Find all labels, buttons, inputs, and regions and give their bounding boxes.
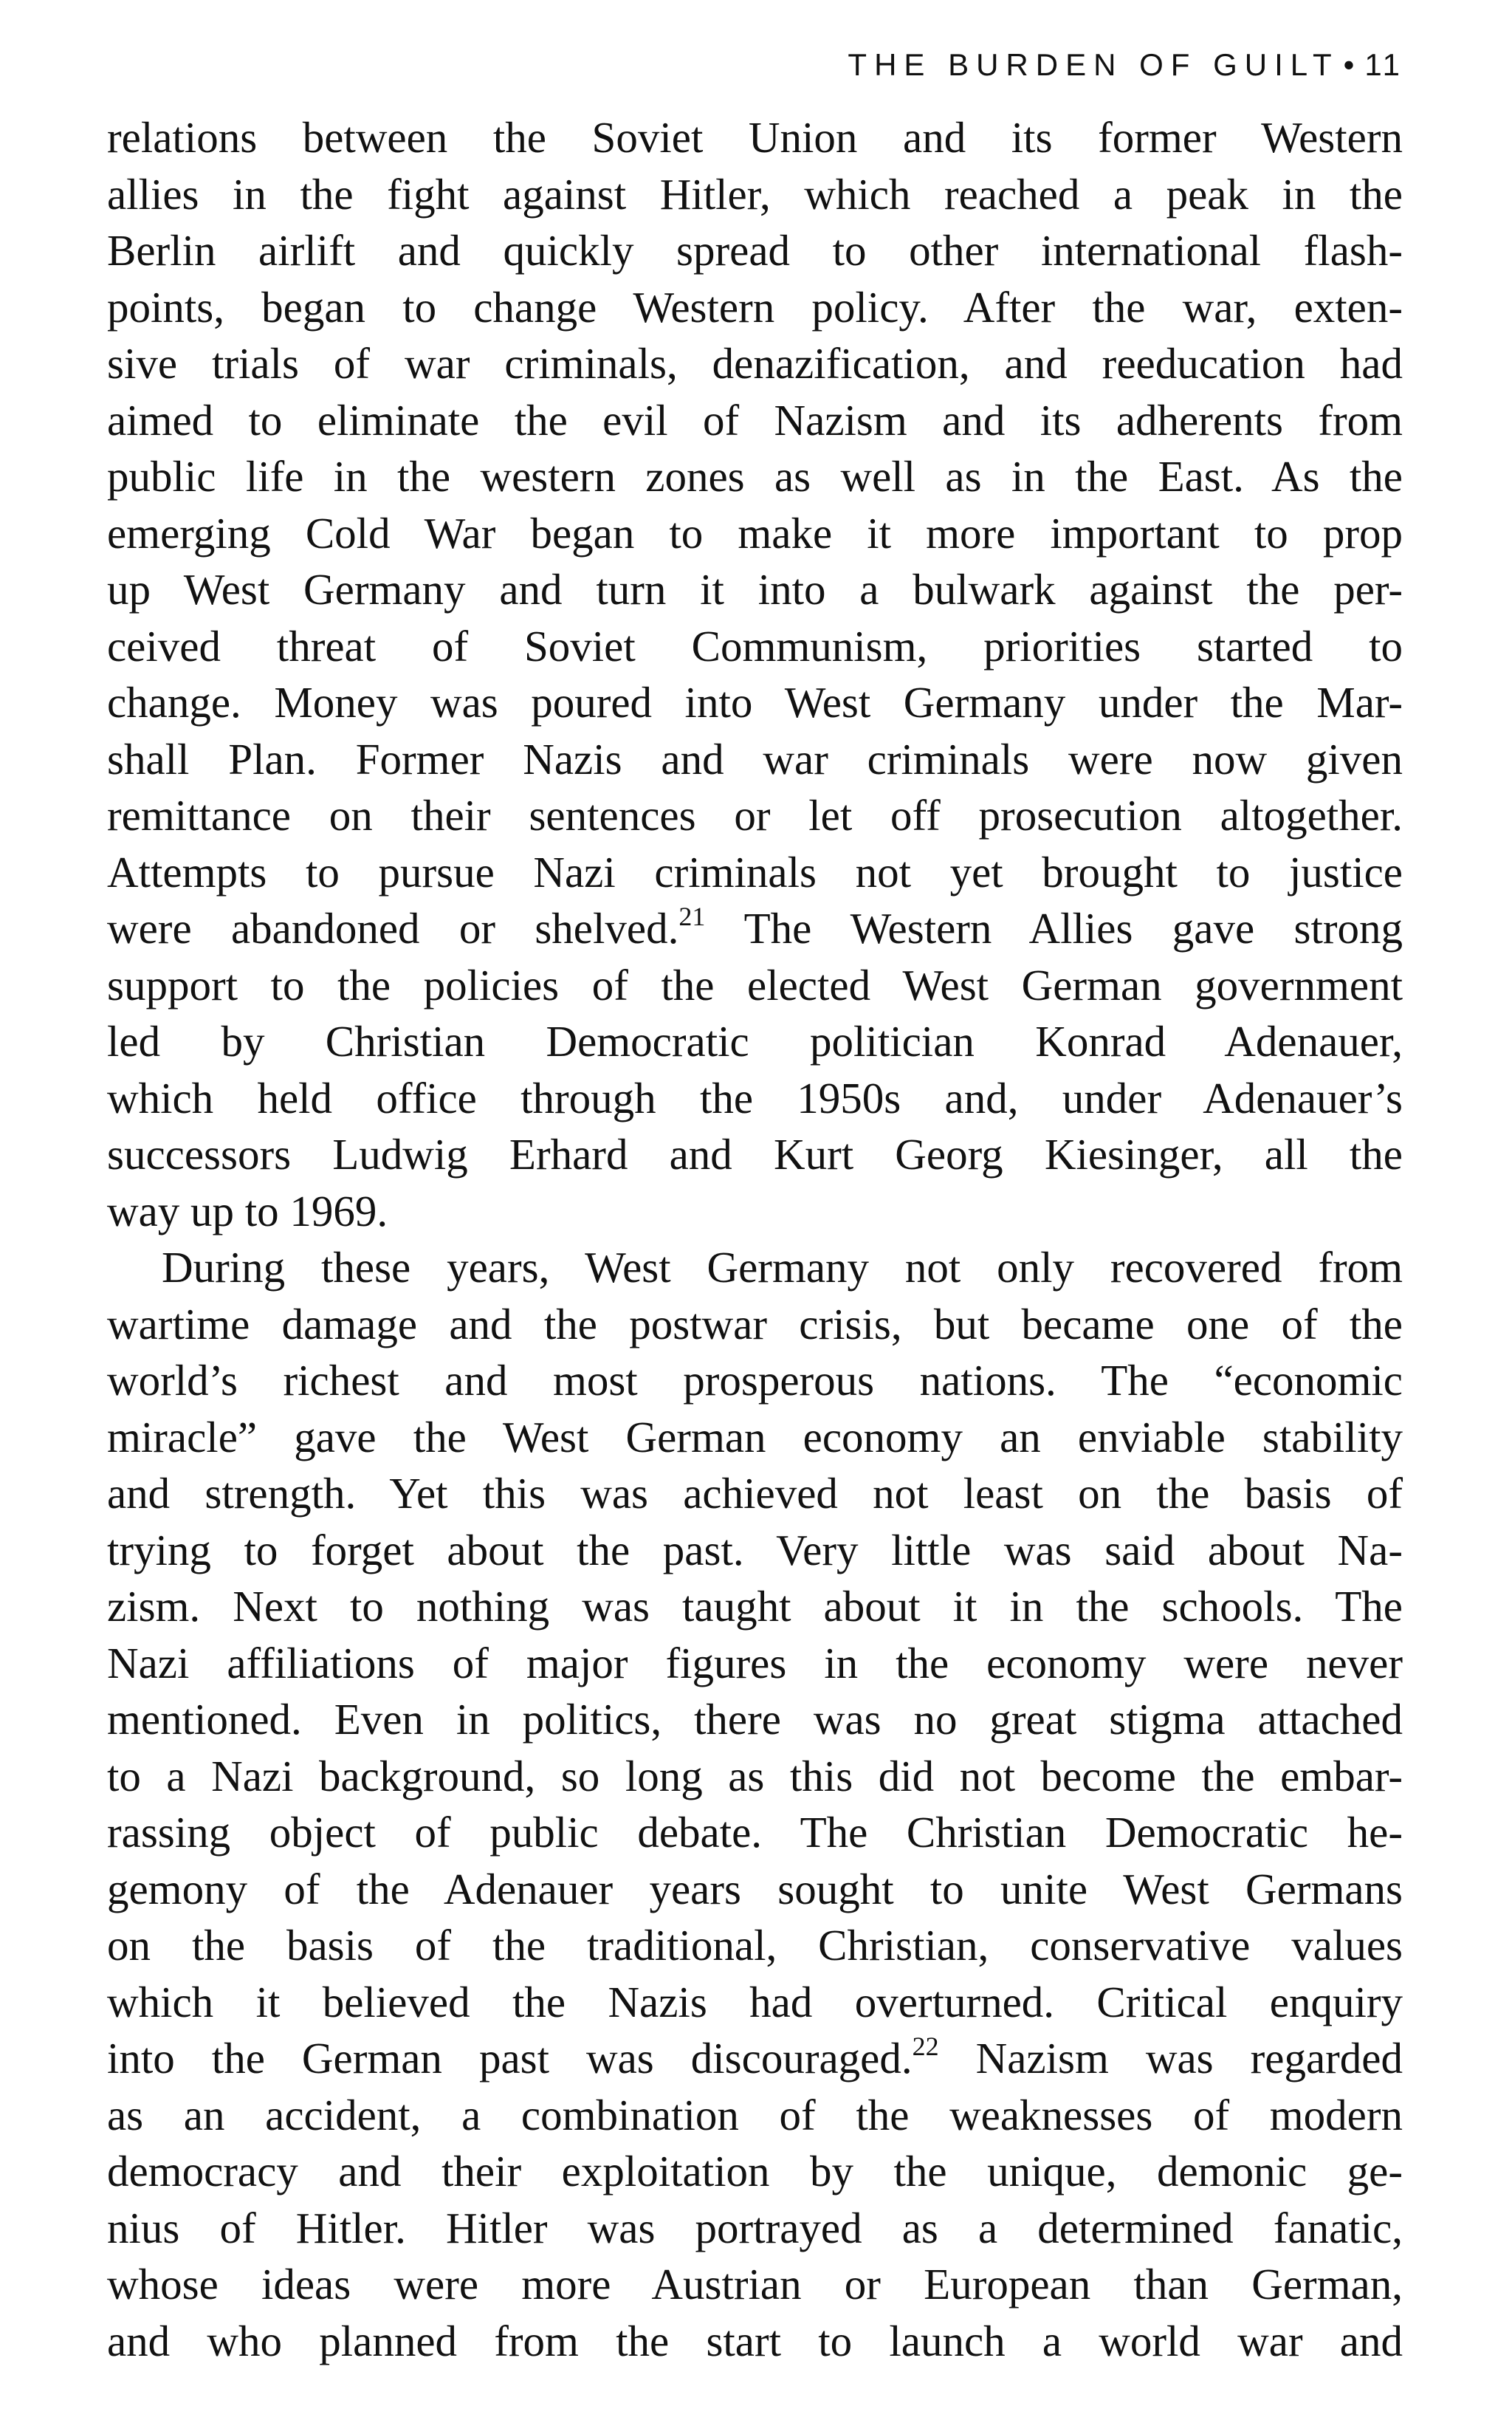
text-line: miracle” gave the West German economy an enviable stability [107,1412,1403,1461]
text-line: whose ideas were more Austrian or European than German, [107,2260,1403,2308]
text-line: public life in the western zones as well as in the East. As the [107,452,1403,501]
running-header [107,46,1403,84]
text-line: relations between the Soviet Union and its former Western [107,113,1403,162]
text-line: gemony of the Adenauer years sought to unite West Germans [107,1864,1403,1913]
text-line: wartime damage and the postwar crisis, but became one of the [107,1299,1403,1348]
line-text: into the German past was discouraged. [107,2034,913,2083]
text-line: world’s richest and most prosperous nations. The “economic [107,1356,1403,1405]
text-line: change. Money was poured into West Germany under the Mar- [107,678,1403,727]
text-line: and who planned from the start to launch a world war and [107,2316,1403,2365]
text-line: which held office through the 1950s and, under Adenauer’s [107,1073,1403,1122]
text-line: emerging Cold War began to make it more important to prop [107,508,1403,558]
text-line: and strength. Yet this was achieved not least on the basis of [107,1469,1403,1518]
text-line: aimed to eliminate the evil of Nazism and its adherents from [107,395,1403,445]
text-line: mentioned. Even in politics, there was no great stigma attached [107,1695,1403,1744]
footnote-marker: 21 [678,902,706,931]
text-line: democracy and their exploitation by the unique, demonic ge- [107,2147,1403,2196]
line-text: were abandoned or shelved. [107,904,679,953]
text-line: Attempts to pursue Nazi criminals not yet brought to justice [107,847,1403,897]
text-line: Nazi affiliations of major figures in the economy were never [107,1638,1403,1687]
text-line-with-footnote [107,2030,1403,2087]
text-line: nius of Hitler. Hitler was portrayed as a determined fanatic, [107,2203,1403,2252]
text-line: support to the policies of the elected West German government [107,960,1403,1010]
footnote-marker: 22 [912,2032,939,2061]
text-line: ceived threat of Soviet Communism, priorities started to [107,621,1403,671]
body-text [107,109,1403,2369]
line-text: The Western Allies gave strong [705,904,1403,953]
paragraph-1 [107,109,1403,1239]
running-title: THE BURDEN OF GUILT [848,47,1339,82]
text-line: to a Nazi background, so long as this did not become the embar- [107,1751,1403,1800]
text-line: shall Plan. Former Nazis and war criminals were now given [107,734,1403,784]
text-line: zism. Next to nothing was taught about it in the schools. The [107,1582,1403,1631]
text-line: led by Christian Democratic politician Konrad Adenauer, [107,1017,1403,1066]
text-line: which it believed the Nazis had overturned. Critical enquiry [107,1977,1403,2026]
text-line-with-footnote [107,900,1403,957]
text-line: way up to 1969. [107,1186,388,1235]
text-line: Berlin airlift and quickly spread to other international flash- [107,226,1403,275]
text-line: as an accident, a combination of the weaknesses of modern [107,2090,1403,2139]
text-line: successors Ludwig Erhard and Kurt Georg Kiesinger, all the [107,1130,1403,1179]
text-line: During these years, West Germany not only recovered from [162,1243,1403,1292]
paragraph-2 [107,1239,1403,2369]
text-line: up West Germany and turn it into a bulwark against the per- [107,565,1403,614]
text-line: allies in the fight against Hitler, which reached a peak in the [107,169,1403,219]
text-line: on the basis of the traditional, Christian, conservative values [107,1921,1403,1970]
line-text: Nazism was regarded [938,2034,1403,2083]
text-line: points, began to change Western policy. After the war, exten- [107,282,1403,332]
header-separator: • [1343,47,1355,82]
page-number: 11 [1364,47,1403,82]
text-line: trying to forget about the past. Very little was said about Na- [107,1525,1403,1574]
text-line: remittance on their sentences or let off prosecution altogether. [107,791,1403,840]
text-line: rassing object of public debate. The Christian Democratic he- [107,1808,1403,1857]
text-line: sive trials of war criminals, denazification, and reeducation had [107,339,1403,388]
